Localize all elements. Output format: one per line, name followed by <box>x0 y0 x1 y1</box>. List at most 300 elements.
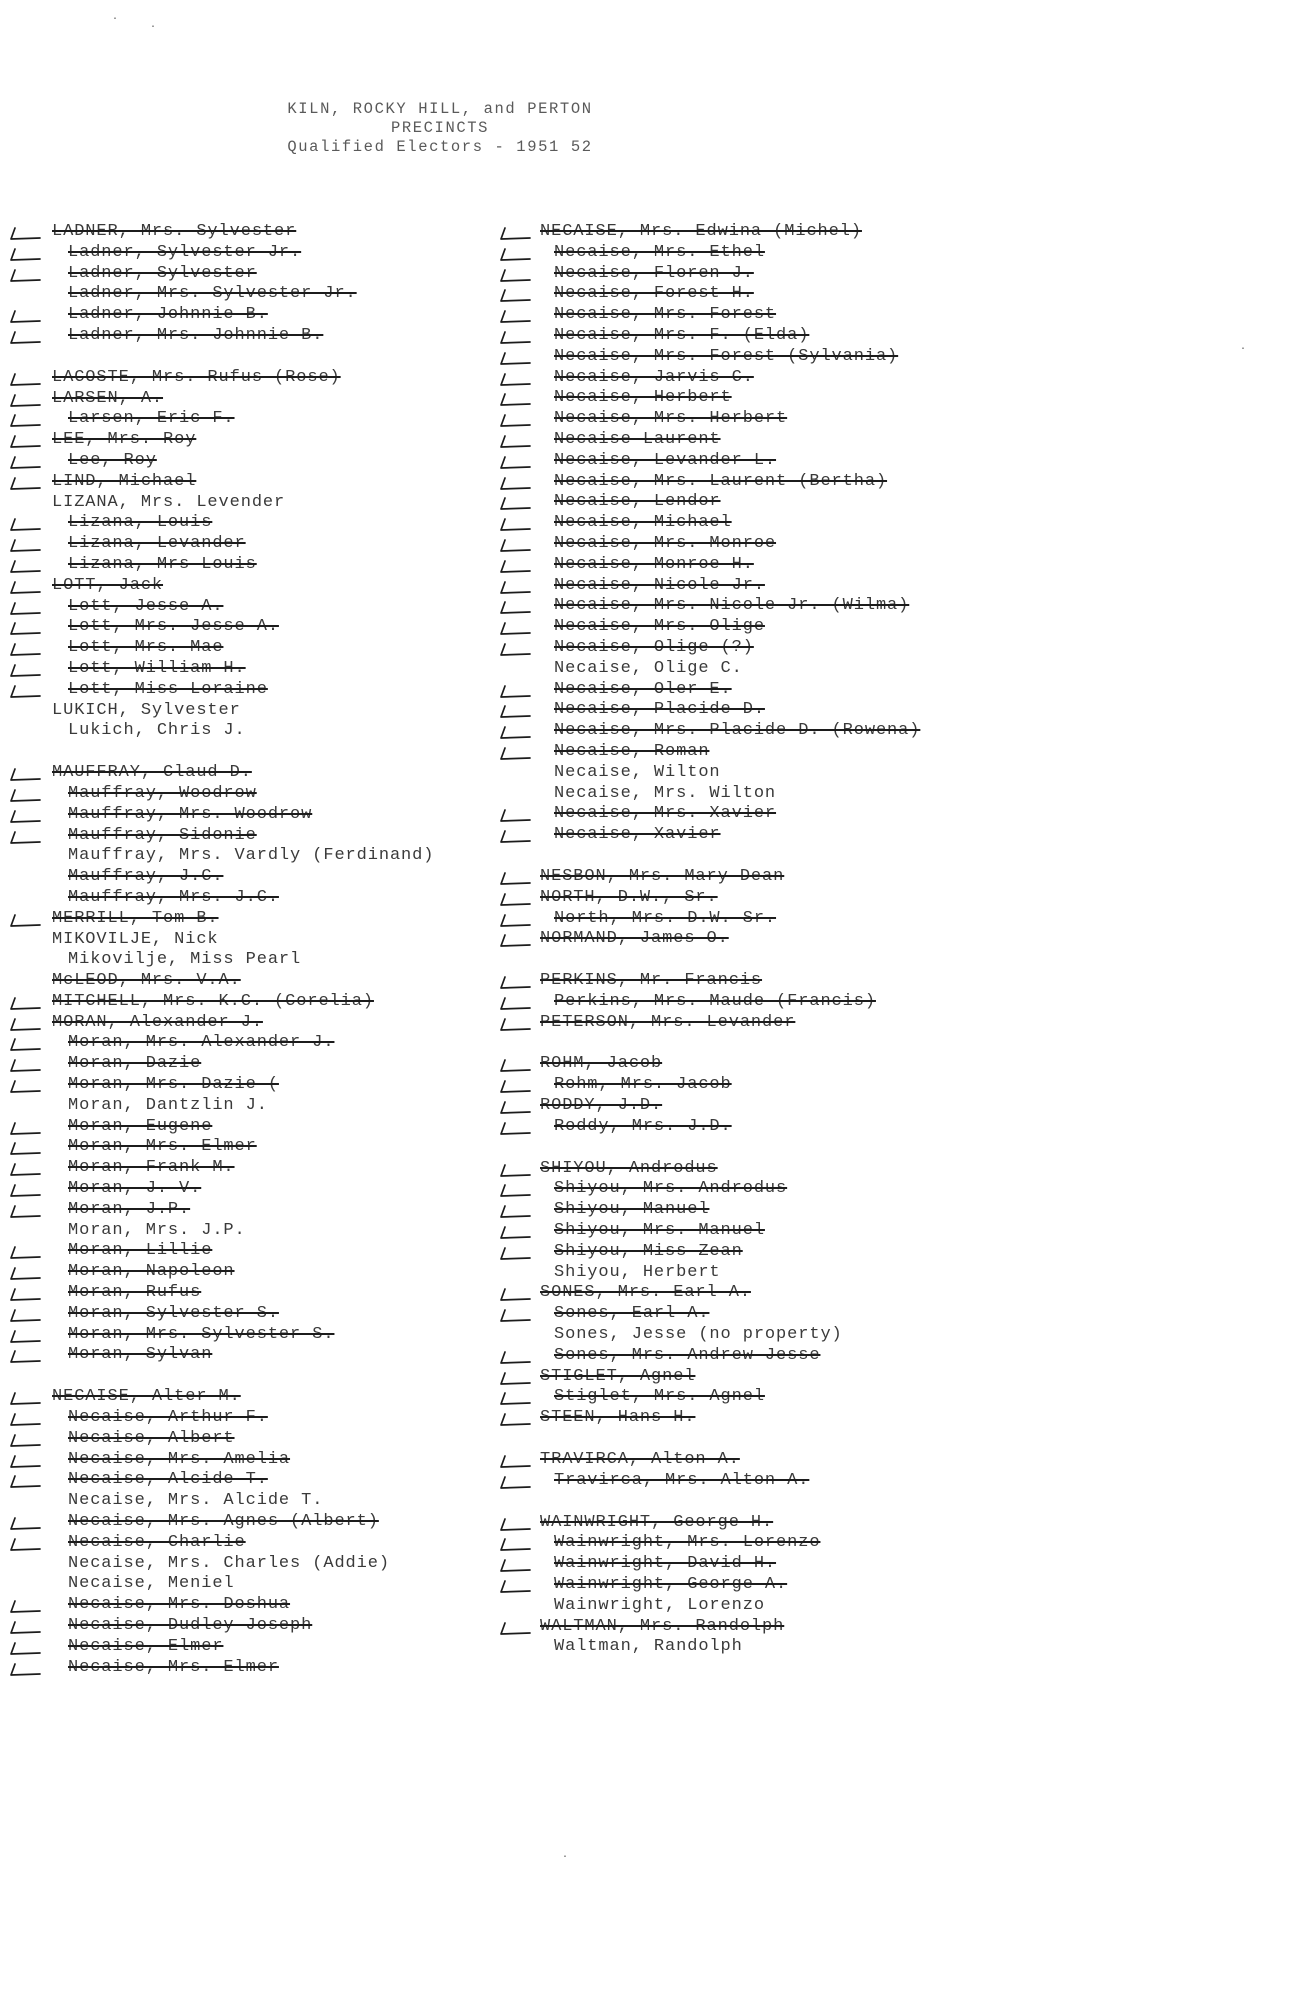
section-gap <box>490 1492 990 1513</box>
elector-name: ROHM, Jacob <box>540 1054 663 1074</box>
handwritten-check-mark-icon <box>8 394 42 408</box>
elector-entry <box>0 784 490 805</box>
handwritten-check-mark-icon <box>8 1455 42 1469</box>
elector-name: SHIYOU, Androdus <box>540 1158 718 1178</box>
document-header <box>230 100 650 157</box>
elector-entry <box>0 1429 490 1450</box>
elector-entry <box>490 1304 990 1325</box>
handwritten-check-mark-icon <box>8 664 42 678</box>
elector-entry <box>0 1658 490 1679</box>
elector-name: North, Mrs. D.W. Sr. <box>554 908 777 928</box>
ink-speck: · <box>112 14 119 25</box>
handwritten-check-mark-icon <box>8 310 42 324</box>
elector-entry <box>0 1054 490 1075</box>
elector-entry <box>0 701 490 722</box>
elector-entry <box>490 1513 990 1534</box>
elector-entry <box>490 1096 990 1117</box>
handwritten-check-mark-icon <box>8 1475 42 1489</box>
right-column <box>490 222 990 1658</box>
elector-entry <box>0 992 490 1013</box>
elector-name: Necaise, Xavier <box>554 825 721 845</box>
handwritten-check-mark-icon <box>8 248 42 262</box>
elector-name: Necaise, Lendor <box>554 492 721 512</box>
handwritten-check-mark-icon <box>8 1434 42 1448</box>
handwritten-check-mark-icon <box>8 789 42 803</box>
elector-entry <box>490 1554 990 1575</box>
elector-name: Lott, William H. <box>68 658 246 678</box>
elector-name: Moran, Sylvan <box>68 1345 213 1365</box>
elector-name: Moran, Dantzlin J. <box>68 1095 268 1115</box>
elector-entry <box>0 930 490 951</box>
elector-name: LEE, Mrs. Roy <box>52 430 197 450</box>
elector-entry <box>0 909 490 930</box>
elector-name: Necaise, Albert <box>68 1428 235 1448</box>
handwritten-check-mark-icon <box>8 1080 42 1094</box>
elector-entry <box>490 492 990 513</box>
elector-entry <box>0 243 490 264</box>
handwritten-check-mark-icon <box>8 768 42 782</box>
elector-entry <box>0 430 490 451</box>
elector-name: Moran, Frank M. <box>68 1158 235 1178</box>
handwritten-check-mark-icon <box>8 1309 42 1323</box>
elector-name: LADNER, Mrs. Sylvester <box>52 222 297 241</box>
elector-entry <box>490 1575 990 1596</box>
elector-entry <box>0 555 490 576</box>
handwritten-check-mark-icon <box>498 997 532 1011</box>
elector-entry <box>0 534 490 555</box>
elector-entry <box>0 326 490 347</box>
handwritten-check-mark-icon <box>8 581 42 595</box>
elector-name: Necaise, Mrs. Wilton <box>554 783 777 803</box>
elector-name: RODDY, J.D. <box>540 1096 663 1116</box>
handwritten-check-mark-icon <box>8 1142 42 1156</box>
elector-entry <box>490 305 990 326</box>
handwritten-check-mark-icon <box>498 1101 532 1115</box>
elector-name: LOTT, Jack <box>52 575 164 595</box>
handwritten-check-mark-icon <box>498 1372 532 1386</box>
elector-name: NESBON, Mrs. Mary Dean <box>540 866 785 886</box>
elector-entry <box>490 784 990 805</box>
elector-name: Wainwright, Mrs. Lorenzo <box>554 1533 821 1553</box>
elector-entry <box>0 1096 490 1117</box>
handwritten-check-mark-icon <box>8 1350 42 1364</box>
elector-name: Necaise, Jarvis C. <box>554 367 754 387</box>
handwritten-check-mark-icon <box>498 227 532 241</box>
elector-name: Rohm, Mrs. Jacob <box>554 1075 732 1095</box>
handwritten-check-mark-icon <box>8 1163 42 1177</box>
elector-name: STEEN, Hans H. <box>540 1408 696 1428</box>
elector-name: Necaise, Charlie <box>68 1532 246 1552</box>
elector-entry <box>490 888 990 909</box>
handwritten-check-mark-icon <box>8 227 42 241</box>
elector-name: Mauffray, J.C. <box>68 867 224 887</box>
elector-entry <box>0 950 490 971</box>
elector-name: Wainwright, George A. <box>554 1575 788 1595</box>
elector-entry <box>490 1408 990 1429</box>
elector-name: Shiyou, Miss Zean <box>554 1241 743 1261</box>
elector-entry <box>490 555 990 576</box>
handwritten-check-mark-icon <box>498 1080 532 1094</box>
handwritten-check-mark-icon <box>498 1018 532 1032</box>
elector-name: Necaise, Mrs. Ethel <box>554 242 765 262</box>
handwritten-check-mark-icon <box>498 269 532 283</box>
handwritten-check-mark-icon <box>8 518 42 532</box>
elector-entry <box>490 1283 990 1304</box>
section-gap <box>490 950 990 971</box>
elector-name: Moran, Dazie <box>68 1054 202 1074</box>
elector-entry <box>0 721 490 742</box>
elector-entry <box>0 368 490 389</box>
elector-name: Shiyou, Mrs. Manuel <box>554 1221 765 1241</box>
elector-name: Mauffray, Mrs. Woodrow <box>68 804 313 824</box>
handwritten-check-mark-icon <box>498 1309 532 1323</box>
elector-name: Ladner, Sylvester Jr. <box>68 242 302 262</box>
elector-name: Lizana, Levander <box>68 534 246 554</box>
elector-entry <box>0 888 490 909</box>
elector-name: Moran, J. V. <box>68 1179 202 1199</box>
elector-name: Mauffray, Woodrow <box>68 783 257 803</box>
elector-entry <box>490 742 990 763</box>
elector-entry <box>0 1470 490 1491</box>
elector-name: Mauffray, Sidonie <box>68 825 257 845</box>
elector-entry <box>490 1117 990 1138</box>
elector-entry <box>490 638 990 659</box>
handwritten-check-mark-icon <box>498 934 532 948</box>
elector-name: Necaise, Floren J. <box>554 263 754 283</box>
handwritten-check-mark-icon <box>8 456 42 470</box>
elector-name: Necaise, Mrs. Alcide T. <box>68 1491 324 1511</box>
elector-name: Larsen, Eric F. <box>68 409 235 429</box>
elector-entry <box>0 1616 490 1637</box>
handwritten-check-mark-icon <box>498 414 532 428</box>
elector-name: Stiglet, Mrs. Agnel <box>554 1387 765 1407</box>
elector-entry <box>0 867 490 888</box>
elector-entry <box>0 1283 490 1304</box>
handwritten-check-mark-icon <box>498 1247 532 1261</box>
handwritten-check-mark-icon <box>498 248 532 262</box>
elector-name: Necaise, Mrs. Forest <box>554 305 777 325</box>
elector-name: Travirca, Mrs. Alton A. <box>554 1470 810 1490</box>
elector-entry <box>490 867 990 888</box>
elector-entry <box>0 493 490 514</box>
elector-name: Shiyou, Herbert <box>554 1262 721 1282</box>
elector-entry <box>490 1367 990 1388</box>
elector-entry <box>490 409 990 430</box>
section-gap <box>490 1033 990 1054</box>
elector-entry <box>490 659 990 680</box>
handwritten-check-mark-icon <box>498 1288 532 1302</box>
handwritten-check-mark-icon <box>498 393 532 407</box>
handwritten-check-mark-icon <box>498 1559 532 1573</box>
elector-entry <box>490 1075 990 1096</box>
ink-speck: · <box>150 22 157 33</box>
elector-name: Ladner, Sylvester <box>68 263 257 283</box>
handwritten-check-mark-icon <box>8 373 42 387</box>
elector-entry <box>490 1200 990 1221</box>
elector-name: Necaise, Wilton <box>554 762 721 782</box>
elector-entry <box>0 1512 490 1533</box>
elector-name: Perkins, Mrs. Maude (Francis) <box>554 991 876 1011</box>
handwritten-check-mark-icon <box>498 1622 532 1636</box>
elector-name: Lee, Roy <box>68 450 157 470</box>
elector-entry <box>490 992 990 1013</box>
elector-name: Sones, Jesse (no property) <box>554 1325 843 1345</box>
handwritten-check-mark-icon <box>498 809 532 823</box>
handwritten-check-mark-icon <box>8 602 42 616</box>
elector-name: LIND, Michael <box>52 471 197 491</box>
elector-name: NECAISE, Mrs. Edwina (Michel) <box>540 222 862 241</box>
elector-name: Lott, Mrs. Jesse A. <box>68 617 279 637</box>
elector-entry <box>0 222 490 243</box>
elector-entry <box>0 1221 490 1242</box>
handwritten-check-mark-icon <box>8 1205 42 1219</box>
elector-entry <box>0 1033 490 1054</box>
handwritten-check-mark-icon <box>8 914 42 928</box>
elector-entry <box>0 305 490 326</box>
elector-entry <box>0 576 490 597</box>
elector-entry <box>0 1325 490 1346</box>
handwritten-check-mark-icon <box>8 1122 42 1136</box>
handwritten-check-mark-icon <box>498 914 532 928</box>
handwritten-check-mark-icon <box>498 1392 532 1406</box>
elector-entry <box>490 284 990 305</box>
elector-name: Shiyou, Manuel <box>554 1200 710 1220</box>
elector-name: Necaise, Mrs. Nicole Jr. (Wilma) <box>554 596 910 616</box>
elector-entry <box>490 451 990 472</box>
elector-name: Lott, Mrs. Mae <box>68 638 224 658</box>
elector-entry <box>0 472 490 493</box>
elector-entry <box>0 1574 490 1595</box>
elector-name: LUKICH, Sylvester <box>52 700 241 720</box>
elector-name: MORAN, Alexander J. <box>52 1012 263 1032</box>
elector-name: Necaise, Mrs. Agnes (Albert) <box>68 1512 379 1532</box>
handwritten-check-mark-icon <box>8 1413 42 1427</box>
elector-entry <box>490 347 990 368</box>
elector-entry <box>0 264 490 285</box>
elector-entry <box>490 472 990 493</box>
elector-name: Sones, Mrs. Andrew Jesse <box>554 1345 821 1365</box>
elector-name: Necaise, Mrs. Herbert <box>554 409 788 429</box>
elector-name: Lizana, Louis <box>68 513 213 533</box>
elector-name: Necaise, Alcide T. <box>68 1470 268 1490</box>
handwritten-check-mark-icon <box>8 477 42 491</box>
handwritten-check-mark-icon <box>8 1267 42 1281</box>
ink-speck: · <box>1240 344 1247 355</box>
handwritten-check-mark-icon <box>8 414 42 428</box>
elector-name: Necaise, Roman <box>554 741 710 761</box>
left-column <box>0 222 490 1678</box>
header-line-3: Qualified Electors - 1951 52 <box>287 138 593 156</box>
elector-name: Moran, Mrs. Sylvester S. <box>68 1324 335 1344</box>
elector-name: MITCHELL, Mrs. K.C. (Corelia) <box>52 991 374 1011</box>
elector-entry <box>490 368 990 389</box>
handwritten-check-mark-icon <box>8 643 42 657</box>
section-gap <box>490 1138 990 1159</box>
elector-name: Mikovilje, Miss Pearl <box>68 950 302 970</box>
handwritten-check-mark-icon <box>498 643 532 657</box>
handwritten-check-mark-icon <box>8 1038 42 1052</box>
elector-entry <box>0 846 490 867</box>
elector-entry <box>0 1158 490 1179</box>
elector-entry <box>0 1491 490 1512</box>
elector-name: Necaise, Dudley Joseph <box>68 1616 313 1635</box>
handwritten-check-mark-icon <box>8 1621 42 1635</box>
handwritten-check-mark-icon <box>498 622 532 636</box>
handwritten-check-mark-icon <box>498 289 532 303</box>
elector-name: Necaise, Mrs. Doshua <box>68 1595 291 1615</box>
elector-entry <box>0 638 490 659</box>
elector-name: Lizana, Mrs Louis <box>68 554 257 574</box>
elector-name: Necaise Laurent <box>554 429 721 449</box>
handwritten-check-mark-icon <box>8 269 42 283</box>
elector-entry <box>0 409 490 430</box>
elector-name: Necaise, Mrs. Charles (Addie) <box>68 1553 390 1573</box>
elector-entry <box>490 763 990 784</box>
handwritten-check-mark-icon <box>498 435 532 449</box>
elector-entry <box>490 617 990 638</box>
handwritten-check-mark-icon <box>498 560 532 574</box>
elector-entry <box>0 451 490 472</box>
handwritten-check-mark-icon <box>8 622 42 636</box>
elector-name: Necaise, Mrs. Placide D. (Rowena) <box>554 721 921 741</box>
elector-entry <box>490 1263 990 1284</box>
handwritten-check-mark-icon <box>8 1517 42 1531</box>
handwritten-check-mark-icon <box>8 331 42 345</box>
elector-name: Moran, Rufus <box>68 1283 202 1303</box>
elector-entry <box>490 1179 990 1200</box>
elector-name: Moran, J.P. <box>68 1199 191 1219</box>
elector-entry <box>490 929 990 950</box>
handwritten-check-mark-icon <box>8 1330 42 1344</box>
handwritten-check-mark-icon <box>498 1122 532 1136</box>
handwritten-check-mark-icon <box>8 1642 42 1656</box>
section-gap <box>0 1366 490 1387</box>
elector-entry <box>490 825 990 846</box>
elector-entry <box>490 1325 990 1346</box>
handwritten-check-mark-icon <box>8 1538 42 1552</box>
handwritten-check-mark-icon <box>8 1018 42 1032</box>
elector-name: Necaise, Monroe H. <box>554 554 754 574</box>
handwritten-check-mark-icon <box>498 705 532 719</box>
handwritten-check-mark-icon <box>8 1246 42 1260</box>
handwritten-check-mark-icon <box>498 352 532 366</box>
elector-entry <box>490 513 990 534</box>
elector-name: MIKOVILJE, Nick <box>52 929 219 949</box>
handwritten-check-mark-icon <box>8 810 42 824</box>
elector-name: Necaise, Mrs. Xavier <box>554 804 777 824</box>
elector-name: MAUFFRAY, Claud D. <box>52 763 252 783</box>
handwritten-check-mark-icon <box>498 373 532 387</box>
elector-name: Moran, Mrs. Alexander J. <box>68 1033 335 1053</box>
handwritten-check-mark-icon <box>8 539 42 553</box>
handwritten-check-mark-icon <box>498 1518 532 1532</box>
handwritten-check-mark-icon <box>498 1351 532 1365</box>
elector-name: NECAISE, Alter M. <box>52 1387 241 1407</box>
elector-name: LARSEN, A. <box>52 388 164 408</box>
elector-name: Lott, Jesse A. <box>68 596 224 616</box>
handwritten-check-mark-icon <box>498 726 532 740</box>
elector-name: PERKINS, Mr. Francis <box>540 971 763 991</box>
handwritten-check-mark-icon <box>498 331 532 345</box>
elector-entry <box>0 1075 490 1096</box>
elector-entry <box>0 805 490 826</box>
section-gap <box>490 1429 990 1450</box>
elector-name: Necaise, Arthur F. <box>68 1408 268 1428</box>
section-gap <box>490 846 990 867</box>
elector-entry <box>490 596 990 617</box>
elector-name: Necaise, Mrs. Forest (Sylvania) <box>554 346 899 366</box>
elector-entry <box>0 1554 490 1575</box>
elector-entry <box>490 430 990 451</box>
elector-entry <box>490 576 990 597</box>
elector-entry <box>490 1013 990 1034</box>
elector-entry <box>490 1596 990 1617</box>
elector-entry <box>490 1242 990 1263</box>
ink-speck: · <box>562 1852 569 1863</box>
elector-entry <box>0 1117 490 1138</box>
elector-name: Lott, Miss Loraine <box>68 679 268 699</box>
handwritten-check-mark-icon <box>498 518 532 532</box>
elector-name: Necaise, Levander L. <box>554 450 777 470</box>
elector-entry <box>490 1617 990 1638</box>
elector-entry <box>0 1179 490 1200</box>
handwritten-check-mark-icon <box>498 1184 532 1198</box>
elector-entry <box>0 1304 490 1325</box>
elector-name: PETERSON, Mrs. Levander <box>540 1012 796 1032</box>
elector-name: Mauffray, Mrs. J.C. <box>68 887 279 907</box>
elector-name: SONES, Mrs. Earl A. <box>540 1283 751 1303</box>
elector-entry <box>0 1137 490 1158</box>
elector-name: McLEOD, Mrs. V.A. <box>52 971 241 991</box>
handwritten-check-mark-icon <box>498 601 532 615</box>
elector-entry <box>0 826 490 847</box>
elector-name: Ladner, Mrs. Sylvester Jr. <box>68 284 357 304</box>
header-line-1: KILN, ROCKY HILL, and PERTON <box>287 100 593 118</box>
elector-entry <box>0 1450 490 1471</box>
handwritten-check-mark-icon <box>498 1538 532 1552</box>
handwritten-check-mark-icon <box>8 831 42 845</box>
handwritten-check-mark-icon <box>8 1663 42 1677</box>
elector-entry <box>490 1471 990 1492</box>
elector-name: Roddy, Mrs. J.D. <box>554 1116 732 1136</box>
elector-name: Necaise, Mrs. Monroe <box>554 533 777 553</box>
handwritten-check-mark-icon <box>8 1288 42 1302</box>
elector-name: Necaise, Meniel <box>68 1574 235 1594</box>
elector-entry <box>0 513 490 534</box>
elector-entry <box>490 1054 990 1075</box>
elector-name: Moran, Eugene <box>68 1116 213 1136</box>
elector-name: Necaise, Michael <box>554 513 732 533</box>
handwritten-check-mark-icon <box>498 685 532 699</box>
handwritten-check-mark-icon <box>498 1476 532 1490</box>
elector-name: Moran, Lillie <box>68 1241 213 1261</box>
elector-name: LIZANA, Mrs. Levender <box>52 492 286 512</box>
section-gap <box>0 742 490 763</box>
elector-entry <box>490 1450 990 1471</box>
elector-entry <box>490 804 990 825</box>
elector-entry <box>0 1408 490 1429</box>
elector-entry <box>490 1387 990 1408</box>
handwritten-check-mark-icon <box>498 539 532 553</box>
elector-name: Moran, Mrs. J.P. <box>68 1220 246 1240</box>
elector-entry <box>490 1637 990 1658</box>
elector-name: Necaise, Placide D. <box>554 700 765 720</box>
elector-name: Moran, Napoleon <box>68 1262 235 1282</box>
elector-entry <box>490 388 990 409</box>
elector-entry <box>0 1533 490 1554</box>
handwritten-check-mark-icon <box>498 497 532 511</box>
elector-name: Necaise, Mrs. Laurent (Bertha) <box>554 471 888 491</box>
